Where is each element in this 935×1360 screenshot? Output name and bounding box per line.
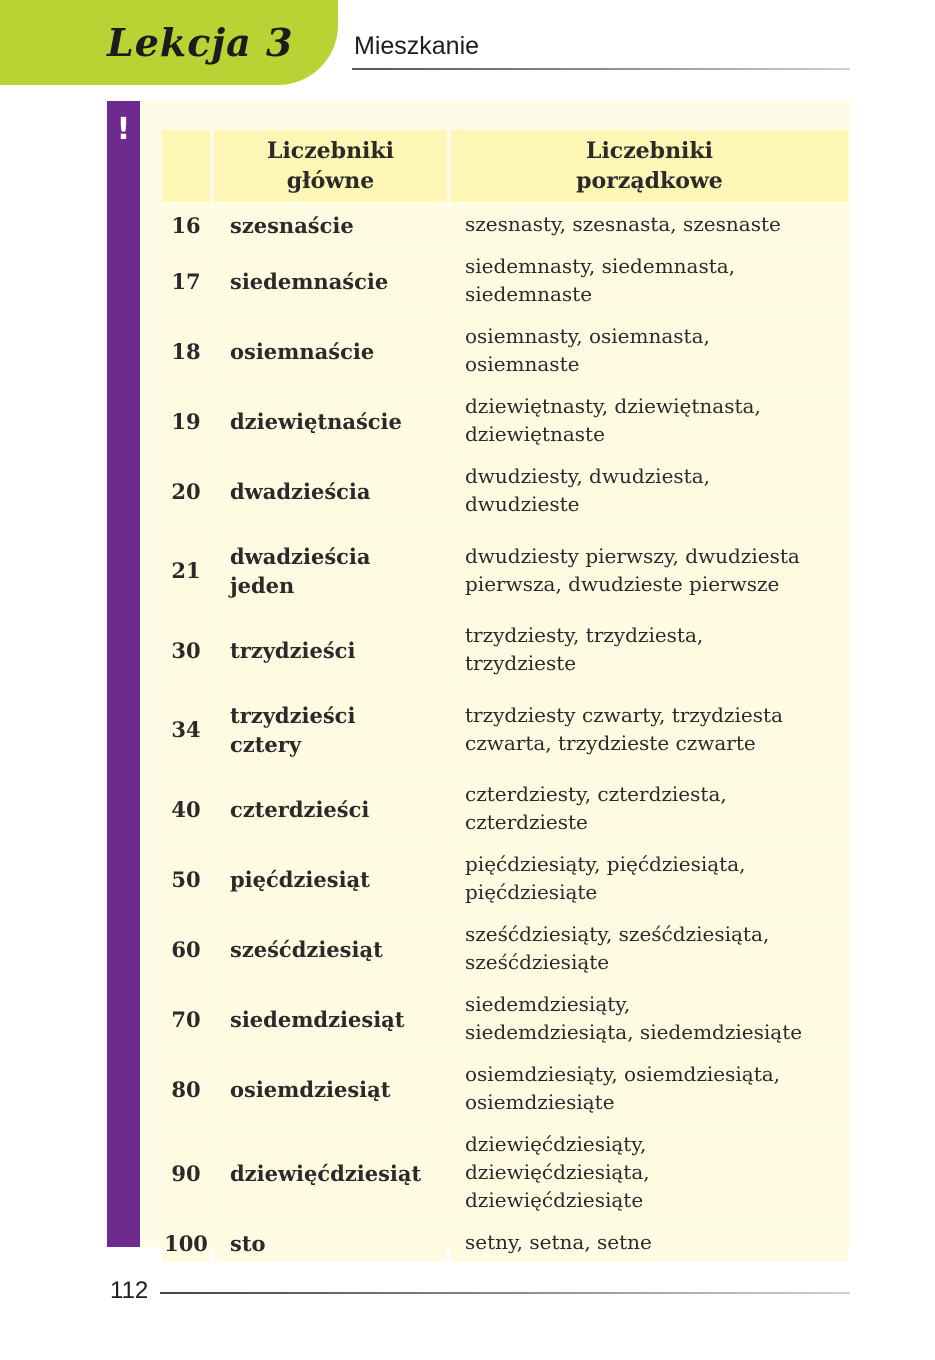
row-ordinal: pięćdziesiąty, pięćdziesiąta, pięćdziesiąte xyxy=(451,846,848,912)
table-row xyxy=(162,458,848,524)
row-ordinal: osiemnasty, osiemnasta, osiemnaste xyxy=(451,318,848,384)
table-row xyxy=(162,1056,848,1122)
table-body xyxy=(162,206,848,1262)
row-cardinal: dziewięćdziesiąt xyxy=(214,1126,447,1220)
row-cardinal: sześćdziesiąt xyxy=(214,916,447,982)
table-row xyxy=(162,248,848,314)
header-number xyxy=(162,130,210,202)
row-ordinal: szesnasty, szesnasta, szesnaste xyxy=(451,206,848,244)
row-number: 16 xyxy=(162,206,210,244)
row-cardinal: czterdzieści xyxy=(214,776,447,842)
table-row xyxy=(162,687,848,772)
header-ordinal: Liczebniki porządkowe xyxy=(451,130,848,202)
row-ordinal: dwudziesty, dwudziesta, dwudzieste xyxy=(451,458,848,524)
grammar-sidebar xyxy=(107,101,140,1247)
row-cardinal: siedemnaście xyxy=(214,248,447,314)
row-number: 34 xyxy=(162,687,210,772)
row-ordinal: osiemdziesiąty, osiemdziesiąta, osiemdziesiąte xyxy=(451,1056,848,1122)
row-cardinal: osiemdziesiąt xyxy=(214,1056,447,1122)
table-row xyxy=(162,986,848,1052)
row-number: 80 xyxy=(162,1056,210,1122)
row-ordinal: sześćdziesiąty, sześćdziesiąta, sześćdziesiąte xyxy=(451,916,848,982)
row-cardinal: trzydzieści xyxy=(214,617,447,683)
row-number: 18 xyxy=(162,318,210,384)
table-row xyxy=(162,528,848,613)
row-cardinal: sto xyxy=(214,1224,447,1262)
row-cardinal: siedemdziesiąt xyxy=(214,986,447,1052)
row-cardinal: dwadzieścia jeden xyxy=(214,528,447,613)
table-row xyxy=(162,206,848,244)
row-number: 30 xyxy=(162,617,210,683)
row-number: 20 xyxy=(162,458,210,524)
table-row xyxy=(162,846,848,912)
lesson-title: Lekcja 3 xyxy=(107,20,294,65)
table-row xyxy=(162,1126,848,1220)
row-number: 21 xyxy=(162,528,210,613)
chapter-title: Mieszkanie xyxy=(354,32,480,60)
row-number: 100 xyxy=(162,1224,210,1262)
row-ordinal: trzydziesty czwarty, trzydziesta czwarta, trzydzieste czwarte xyxy=(451,687,848,772)
row-ordinal: siedemdziesiąty, siedemdziesiąta, siedemdziesiąte xyxy=(451,986,848,1052)
row-cardinal: osiemnaście xyxy=(214,318,447,384)
row-number: 60 xyxy=(162,916,210,982)
row-cardinal: szesnaście xyxy=(214,206,447,244)
row-ordinal: dziewięćdziesiąty, dziewięćdziesiąta, dziewięćdziesiąte xyxy=(451,1126,848,1220)
row-ordinal: dziewiętnasty, dziewiętnasta, dziewiętnaste xyxy=(451,388,848,454)
row-ordinal: trzydziesty, trzydziesta, trzydzieste xyxy=(451,617,848,683)
row-cardinal: trzydzieści cztery xyxy=(214,687,447,772)
row-number: 19 xyxy=(162,388,210,454)
row-cardinal: pięćdziesiąt xyxy=(214,846,447,912)
row-ordinal: setny, setna, setne xyxy=(451,1224,848,1262)
page-number: 112 xyxy=(110,1277,149,1304)
table-row xyxy=(162,617,848,683)
table-row xyxy=(162,388,848,454)
row-ordinal: dwudziesty pierwszy, dwudziesta pierwsza, dwudzieste pierwsze xyxy=(451,528,848,613)
table-row xyxy=(162,318,848,384)
row-ordinal: siedemnasty, siedemnasta, siedemnaste xyxy=(451,248,848,314)
row-cardinal: dwadzieścia xyxy=(214,458,447,524)
header-cardinal: Liczebniki główne xyxy=(214,130,447,202)
chapter-divider xyxy=(352,68,850,70)
footer-divider xyxy=(160,1292,850,1294)
table-row xyxy=(162,916,848,982)
row-ordinal: czterdziesty, czterdziesta, czterdzieste xyxy=(451,776,848,842)
table-row xyxy=(162,1224,848,1262)
numerals-table xyxy=(158,126,852,1266)
exclamation-icon: ! xyxy=(116,112,131,147)
row-cardinal: dziewiętnaście xyxy=(214,388,447,454)
table-row xyxy=(162,776,848,842)
table-header-row xyxy=(162,130,848,202)
row-number: 70 xyxy=(162,986,210,1052)
row-number: 50 xyxy=(162,846,210,912)
row-number: 90 xyxy=(162,1126,210,1220)
row-number: 40 xyxy=(162,776,210,842)
row-number: 17 xyxy=(162,248,210,314)
